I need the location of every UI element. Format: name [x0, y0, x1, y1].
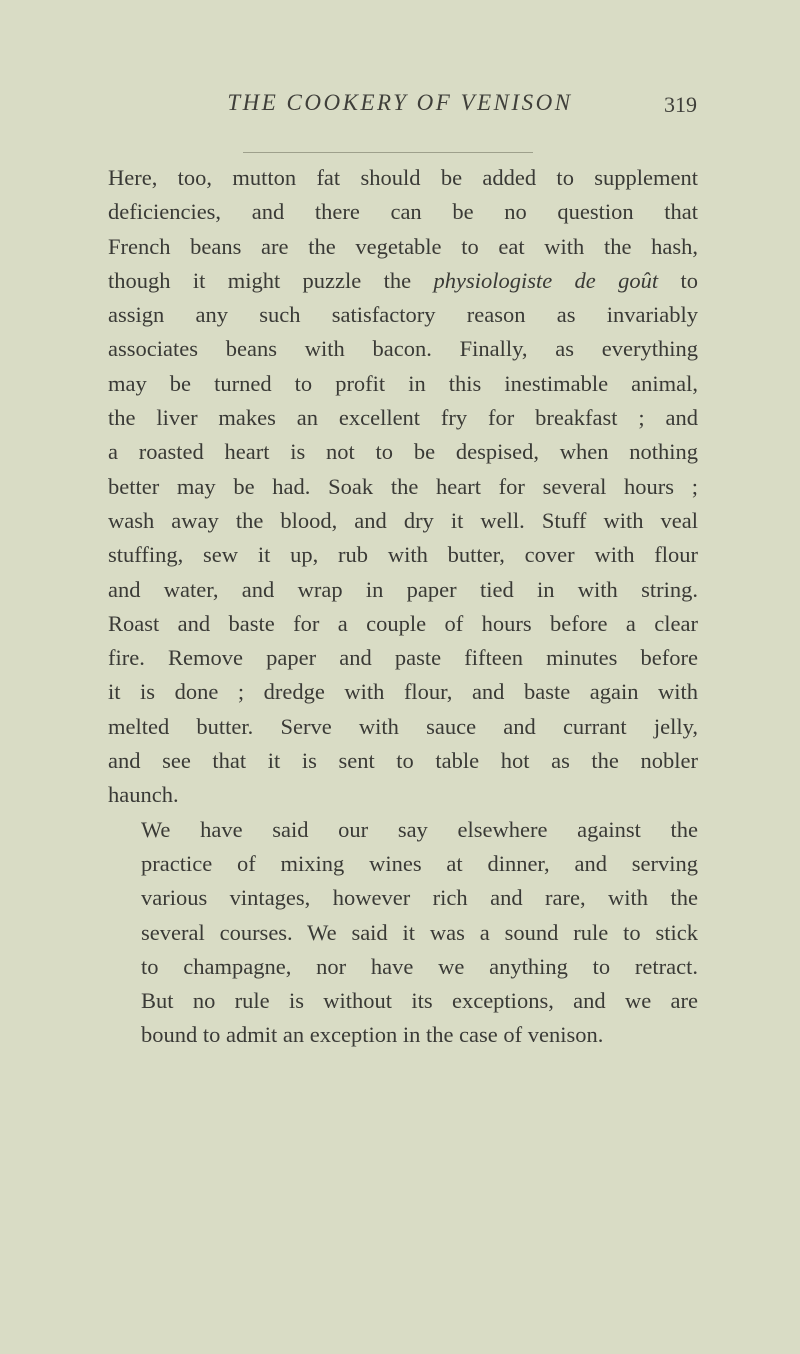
- text-line-with-italic: [108, 264, 698, 298]
- text-line: fire. Remove paper and paste fifteen minutes before: [108, 645, 698, 671]
- text-line: several courses. We said it was a sound rule to stick: [141, 919, 698, 945]
- text-line: it is done ; dredge with flour, and baste again with: [108, 679, 698, 705]
- header-rule: [243, 152, 533, 153]
- text-line: associates beans with bacon. Finally, as everything: [108, 336, 698, 362]
- text-line: the liver makes an excellent fry for breakfast ; and: [108, 405, 698, 431]
- text-line: better may be had. Soak the heart for several hours ;: [108, 473, 698, 499]
- text-line: a roasted heart is not to be despised, when nothing: [108, 439, 698, 465]
- text-line: and see that it is sent to table hot as the nobler: [108, 748, 698, 774]
- text-line: Here, too, mutton fat should be added to supplement: [108, 165, 698, 190]
- text-line: may be turned to profit in this inestimable animal,: [108, 370, 698, 396]
- text-line: deficiencies, and there can be no question that: [108, 199, 698, 225]
- text-segment: though it might puzzle the: [108, 267, 412, 293]
- text-line: practice of mixing wines at dinner, and serving: [141, 850, 698, 876]
- text-line: melted butter. Serve with sauce and currant jelly,: [108, 713, 698, 739]
- page-number: 319: [664, 92, 697, 117]
- text-line: haunch.: [108, 782, 179, 808]
- paragraph-2: [108, 813, 698, 1053]
- text-line: bound to admit an exception in the case of venison.: [141, 1022, 604, 1048]
- text-line: Roast and baste for a couple of hours before a clear: [108, 610, 698, 636]
- italic-phrase: physiologiste de goût: [433, 267, 659, 293]
- running-title: THE COOKERY OF VENISON: [227, 90, 573, 115]
- text-line: to champagne, nor have we anything to retract.: [141, 953, 698, 979]
- body-text: [108, 161, 698, 1053]
- paragraph-1: [108, 161, 698, 813]
- text-line: stuffing, sew it up, rub with butter, cover with flour: [108, 542, 698, 568]
- text-line: But no rule is without its exceptions, and we are: [141, 988, 698, 1014]
- text-line: various vintages, however rich and rare, with the: [141, 885, 698, 911]
- text-line: We have said our say elsewhere against the: [141, 816, 698, 842]
- text-line: French beans are the vegetable to eat with the hash,: [108, 233, 698, 259]
- running-head: [0, 90, 800, 130]
- text-segment: to: [680, 267, 699, 293]
- text-line: wash away the blood, and dry it well. Stuff with veal: [108, 507, 698, 533]
- text-line: and water, and wrap in paper tied in with string.: [108, 576, 698, 602]
- text-line: assign any such satisfactory reason as invariably: [108, 302, 698, 328]
